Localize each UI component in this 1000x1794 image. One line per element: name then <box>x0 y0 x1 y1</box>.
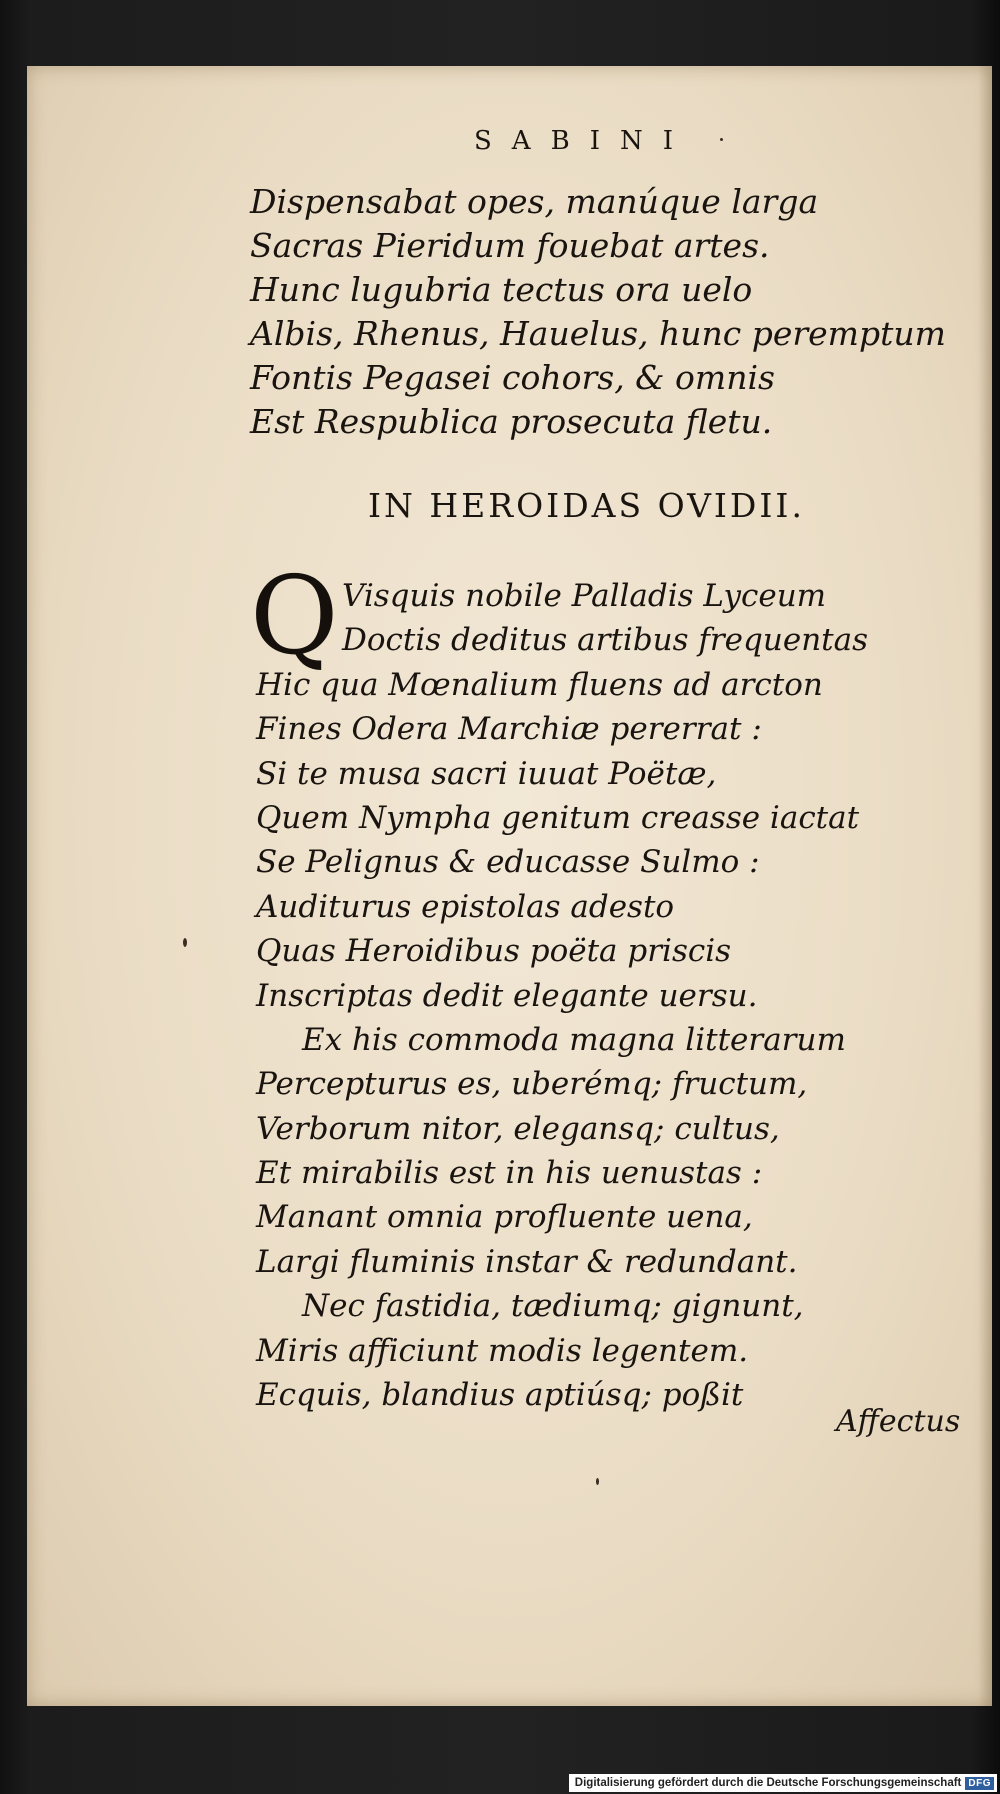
ink-speck <box>183 938 187 947</box>
verse-line: Quas Heroidibus poëta priscis <box>256 933 732 970</box>
verse-line: Ecquis, blandius aptiúsq; poßit <box>256 1377 744 1414</box>
verse-line: Si te musa sacri iuuat Poëtæ, <box>256 755 717 792</box>
verse-line: Percepturus es, uberémq; fructum, <box>256 1066 808 1103</box>
verse-line: Auditurus epistolas adesto <box>256 888 675 925</box>
verse-line: Est Respublica prosecuta fletu. <box>250 402 773 441</box>
catchword: Affectus <box>836 1404 961 1439</box>
verse-line: Nec fastidia, tædiumq; gignunt, <box>302 1288 804 1325</box>
verse-line: Sacras Pieridum fouebat artes. <box>250 226 770 265</box>
verse-line: Hic qua Mœnalium fluens ad arcton <box>256 666 823 703</box>
digitization-credit-bar <box>569 1774 997 1792</box>
verse-line: Largi fluminis instar & redundant. <box>256 1243 798 1280</box>
verse-line: Inscriptas dedit elegante uersu. <box>256 977 758 1014</box>
verse-line: Se Pelignus & educasse Sulmo : <box>256 844 760 881</box>
verse-line: Fontis Pegasei cohors, & omnis <box>250 358 775 397</box>
verse-line: Fines Odera Marchiæ pererrat : <box>256 711 762 748</box>
main-verse-block <box>256 574 868 1417</box>
ink-speck <box>720 138 723 141</box>
funding-credit: Digitalisierung gefördert durch die Deutsche Forschungsgemeinschaft <box>574 1777 962 1789</box>
dfg-logo: DFG <box>965 1777 994 1790</box>
verse-line: Quem Nympha genitum creasse iactat <box>256 799 860 836</box>
verse-line: Dispensabat opes, manúque larga <box>250 182 819 221</box>
verse-line: Visquis nobile Palladis Lyceum <box>342 578 827 614</box>
verse-line: Verborum nitor, elegansq; cultus, <box>256 1110 780 1147</box>
verse-line: Et mirabilis est in his uenustas : <box>256 1155 763 1192</box>
section-title: IN HEROIDAS OVIDII. <box>368 486 805 525</box>
ink-speck <box>596 1478 599 1485</box>
verse-line: Doctis deditus artibus frequentas <box>342 622 869 659</box>
verse-line: Hunc lugubria tectus ora uelo <box>250 270 753 309</box>
top-verse-block <box>250 180 946 444</box>
verse-line: Albis, Rhenus, Hauelus, hunc peremptum <box>250 314 946 353</box>
verse-line: Ex his commoda magna litterarum <box>302 1021 846 1058</box>
running-head: SABINI <box>474 126 693 156</box>
decorated-initial: Q <box>250 554 339 679</box>
verse-line: Manant omnia profluente uena, <box>256 1199 753 1236</box>
verse-line: Miris afficiunt modis legentem. <box>256 1332 749 1369</box>
